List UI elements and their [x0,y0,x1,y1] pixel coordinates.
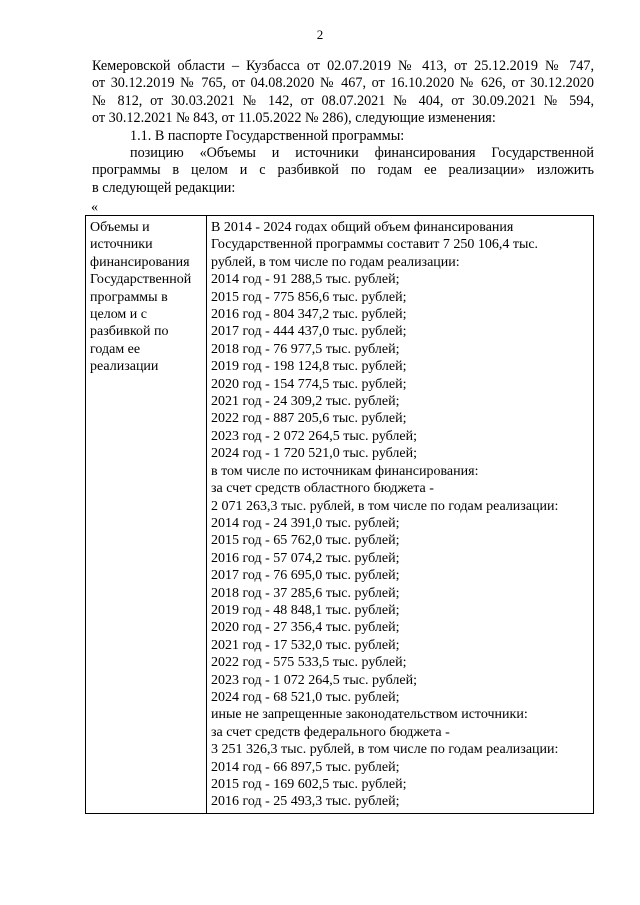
label-line: разбивкой по [90,324,169,340]
content-cell [207,216,594,814]
intro-line: от 30.12.2019 № 765, от 04.08.2020 № 467, от 16.10.2020 № 626, от 30.12.2020 [92,75,594,92]
opening-quote: « [91,200,98,215]
content-line: 2017 год - 444 437,0 тыс. рублей; [211,324,407,340]
content-line: 2014 год - 66 897,5 тыс. рублей; [211,759,400,775]
content-line: 2021 год - 24 309,2 тыс. рублей; [211,394,400,410]
position-line: позицию «Объемы и источники финансирования Государственной [130,145,594,162]
label-line: источники [90,237,153,253]
content-line: В 2014 - 2024 годах общий объем финансирования [211,220,514,235]
intro-line: от 30.12.2021 № 843, от 11.05.2022 № 286), следующие изменения: [92,110,496,127]
position-line: в следующей редакции: [92,179,236,196]
label-line: финансирования [90,254,190,270]
content-line: 2015 год - 775 856,6 тыс. рублей; [211,289,407,305]
content-line: 2019 год - 48 848,1 тыс. рублей; [211,602,400,618]
label-line: годам ее [90,341,141,357]
position-line: программы в целом и с разбивкой по годам ее реализации» изложить [92,162,594,179]
content-line: рублей, в том числе по годам реализации: [211,254,460,270]
content-line: за счет средств областного бюджета - [211,481,434,497]
label-line: Государственной [90,272,192,288]
passport-table [85,215,594,814]
content-line: 2015 год - 65 762,0 тыс. рублей; [211,533,400,549]
content-line: 2 071 263,3 тыс. рублей, в том числе по годам реализации: [211,498,559,514]
content-line: 2024 год - 1 720 521,0 тыс. рублей; [211,446,418,462]
content-line: Государственной программы составит 7 250 106,4 тыс. [211,237,539,253]
label-cell [86,216,207,814]
content-line: 2016 год - 25 493,3 тыс. рублей; [211,794,400,810]
content-line: 2023 год - 1 072 264,5 тыс. рублей; [211,672,418,688]
content-line: 2022 год - 575 533,5 тыс. рублей; [211,655,407,671]
label-line: программы в [90,289,168,305]
content-line: в том числе по источникам финансирования: [211,463,479,479]
content-line: иные не запрещенные законодательством источники: [211,707,528,723]
content-line: 2019 год - 198 124,8 тыс. рублей; [211,359,407,375]
content-line: за счет средств федерального бюджета - [211,724,450,740]
page-number: 2 [316,27,324,42]
content-line: 2016 год - 57 074,2 тыс. рублей; [211,550,400,566]
content-line: 2016 год - 804 347,2 тыс. рублей; [211,307,407,323]
section-heading: 1.1. В паспорте Государственной программы: [130,127,405,144]
content-line: 2015 год - 169 602,5 тыс. рублей; [211,777,407,792]
content-line: 2020 год - 154 774,5 тыс. рублей; [211,376,407,392]
intro-line: № 812, от 30.03.2021 № 142, от 08.07.2021 № 404, от 30.09.2021 № 594, [92,92,594,109]
content-line: 2018 год - 37 285,6 тыс. рублей; [211,585,400,601]
table-row [86,216,594,814]
content-line: 2014 год - 91 288,5 тыс. рублей; [211,272,400,288]
content-line: 2018 год - 76 977,5 тыс. рублей; [211,341,400,357]
intro-line: Кемеровской области – Кузбасса от 02.07.2019 № 413, от 25.12.2019 № 747, [92,58,594,74]
content-line: 2020 год - 27 356,4 тыс. рублей; [211,620,400,636]
content-line: 2017 год - 76 695,0 тыс. рублей; [211,568,400,584]
content-line: 2022 год - 887 205,6 тыс. рублей; [211,411,407,427]
intro-paragraph [92,58,594,197]
label-line: целом и с [90,307,147,323]
content-line: 2021 год - 17 532,0 тыс. рублей; [211,637,400,653]
content-line: 2023 год - 2 072 264,5 тыс. рублей; [211,428,418,444]
label-line: реализации [90,359,159,375]
content-line: 2024 год - 68 521,0 тыс. рублей; [211,689,400,705]
content-line: 2014 год - 24 391,0 тыс. рублей; [211,515,400,531]
content-line: 3 251 326,3 тыс. рублей, в том числе по годам реализации: [211,742,559,758]
label-line: Объемы и [90,220,150,235]
